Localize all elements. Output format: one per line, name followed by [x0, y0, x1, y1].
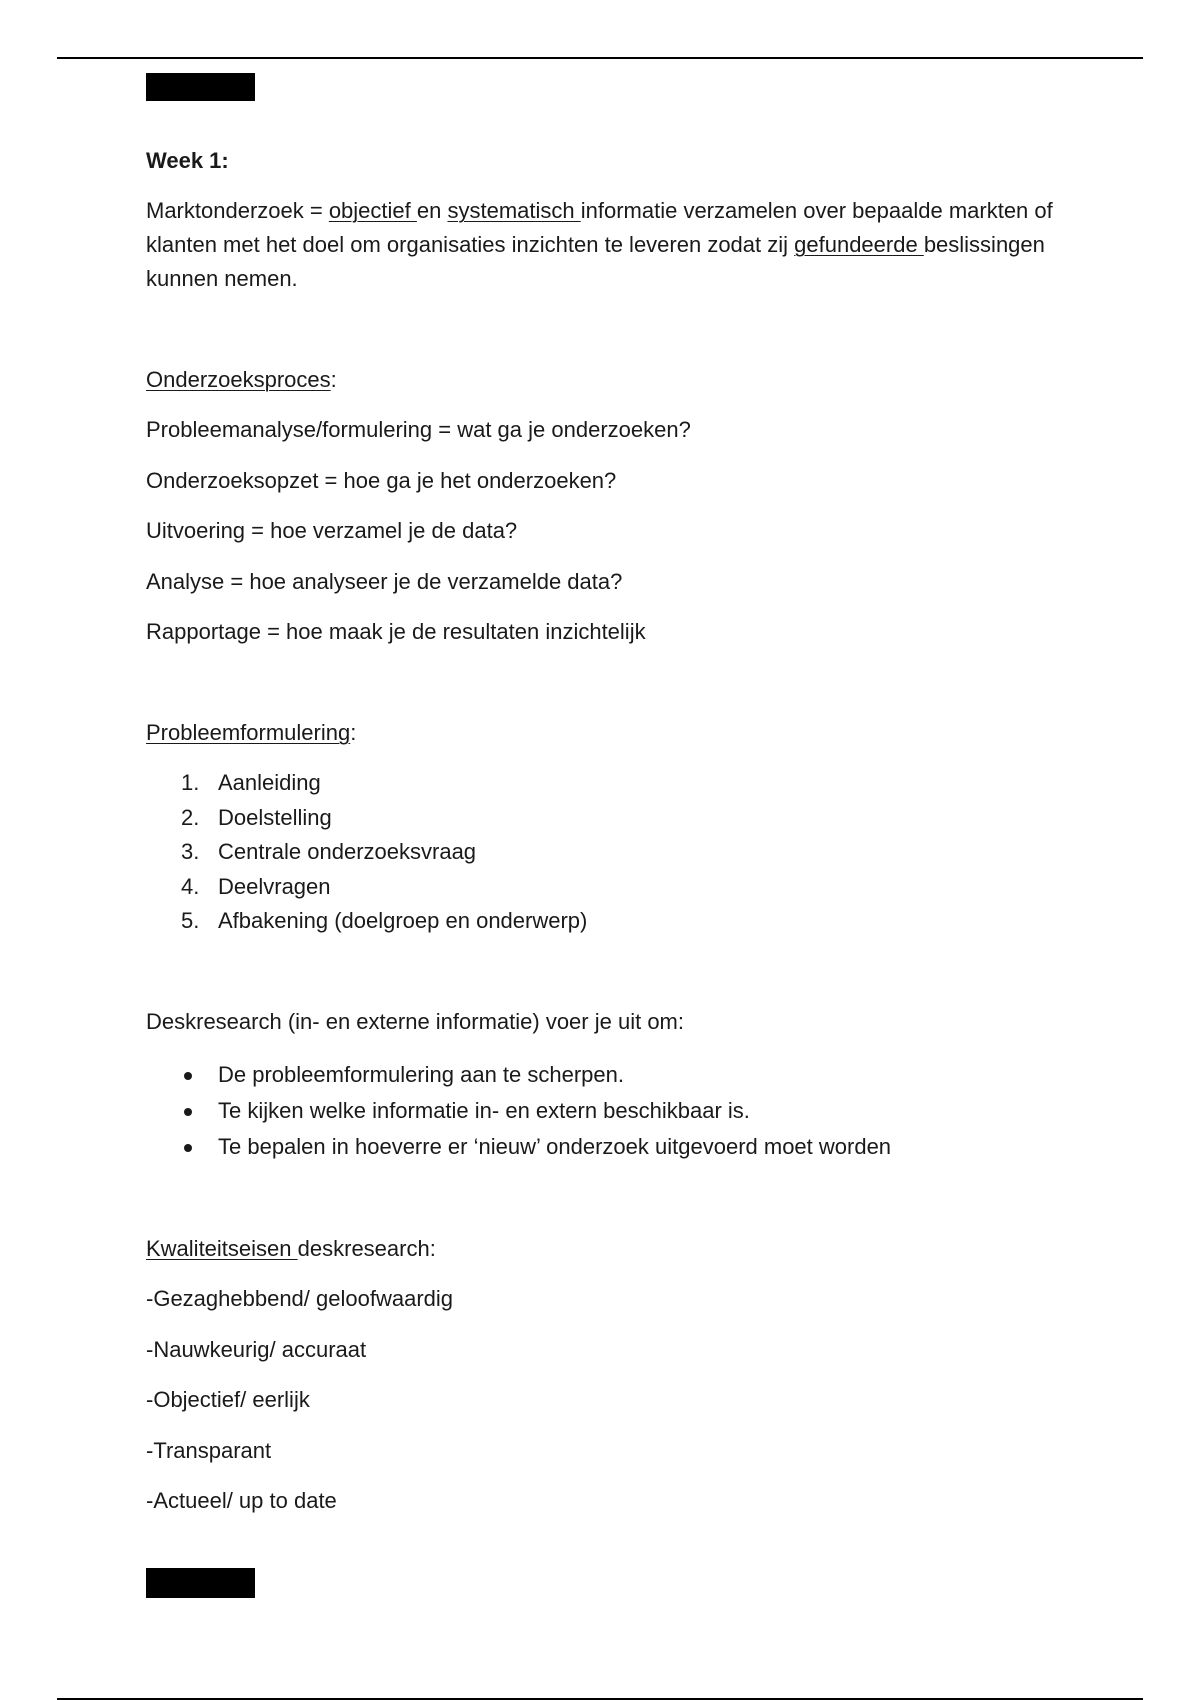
list-text: Afbakening (doelgroep en onderwerp) [218, 908, 588, 933]
list-text: Centrale onderzoeksvraag [218, 839, 477, 864]
list-number: 4. [181, 873, 200, 899]
bullet-icon [184, 1108, 192, 1116]
list-item [146, 766, 587, 801]
list-text: Doelstelling [218, 804, 332, 830]
bullet-icon [184, 1072, 192, 1080]
intro-paragraph [146, 194, 1066, 296]
process-heading [146, 363, 337, 397]
process-step: Probleemanalyse/formulering = wat ga je onderzoeken? [146, 417, 691, 442]
list-number: 5. [181, 908, 200, 933]
problem-heading [146, 716, 356, 750]
list-text: Te bepalen in hoeverre er ‘nieuw’ onderzoek uitgevoerd moet worden [218, 1134, 892, 1159]
quality-title-underlined: Kwaliteitseisen [146, 1236, 298, 1261]
problem-colon: : [350, 720, 357, 745]
process-title: Onderzoeksproces [146, 367, 331, 392]
process-step: Analyse = hoe analyseer je de verzamelde data? [146, 569, 623, 594]
list-item [146, 1058, 891, 1094]
bullet-icon [184, 1144, 192, 1152]
quality-heading [146, 1232, 436, 1266]
list-item [146, 904, 587, 939]
process-step: Rapportage = hoe maak je de resultaten inzichtelijk [146, 619, 646, 644]
list-item [146, 801, 587, 836]
intro-text-2: informatie verzamelen over bepaalde markten of klanten met het doel om organisaties inzichten te leveren zodat zij [146, 198, 1053, 257]
intro-underlined-gefundeerde: gefundeerde [794, 232, 924, 257]
deskresearch-intro: Deskresearch (in- en externe informatie) voer je uit om: [146, 1009, 684, 1034]
intro-text-1: en [416, 198, 448, 223]
list-item [146, 1130, 891, 1166]
intro-underlined-objectief: objectief [328, 198, 417, 223]
list-number: 3. [181, 839, 200, 864]
list-item [146, 835, 587, 870]
process-step: Onderzoeksopzet = hoe ga je het onderzoeken? [146, 468, 617, 493]
redaction-block-top [146, 73, 255, 101]
problem-numbered-list [146, 766, 587, 939]
quality-title-rest: deskresearch: [297, 1236, 436, 1261]
quality-item: -Actueel/ up to date [146, 1488, 337, 1513]
list-number: 1. [181, 770, 200, 795]
intro-underlined-systematisch: systematisch [447, 198, 581, 223]
intro-term: Marktonderzoek = [146, 198, 329, 223]
intro-text-3: beslissingen kunnen nemen. [146, 232, 1045, 291]
list-text: De probleemformulering aan te scherpen. [218, 1062, 625, 1087]
page-heading: Week 1: [146, 148, 229, 173]
process-step: Uitvoering = hoe verzamel je de data? [146, 518, 518, 543]
deskresearch-bullet-list [146, 1058, 891, 1166]
redaction-block-bottom [146, 1568, 255, 1598]
header-rule [57, 57, 1143, 59]
quality-item: -Nauwkeurig/ accuraat [146, 1337, 367, 1362]
quality-item: -Gezaghebbend/ geloofwaardig [146, 1286, 454, 1311]
list-text: Te kijken welke informatie in- en extern beschikbaar is. [218, 1098, 750, 1123]
quality-item: -Transparant [146, 1438, 272, 1463]
problem-title: Probleemformulering [146, 720, 351, 745]
quality-item: -Objectief/ eerlijk [146, 1387, 310, 1412]
list-item [146, 870, 587, 905]
list-text: Aanleiding [218, 770, 321, 795]
list-number: 2. [181, 804, 200, 830]
process-colon: : [330, 367, 337, 392]
list-text: Deelvragen [218, 873, 331, 899]
list-item [146, 1094, 891, 1130]
